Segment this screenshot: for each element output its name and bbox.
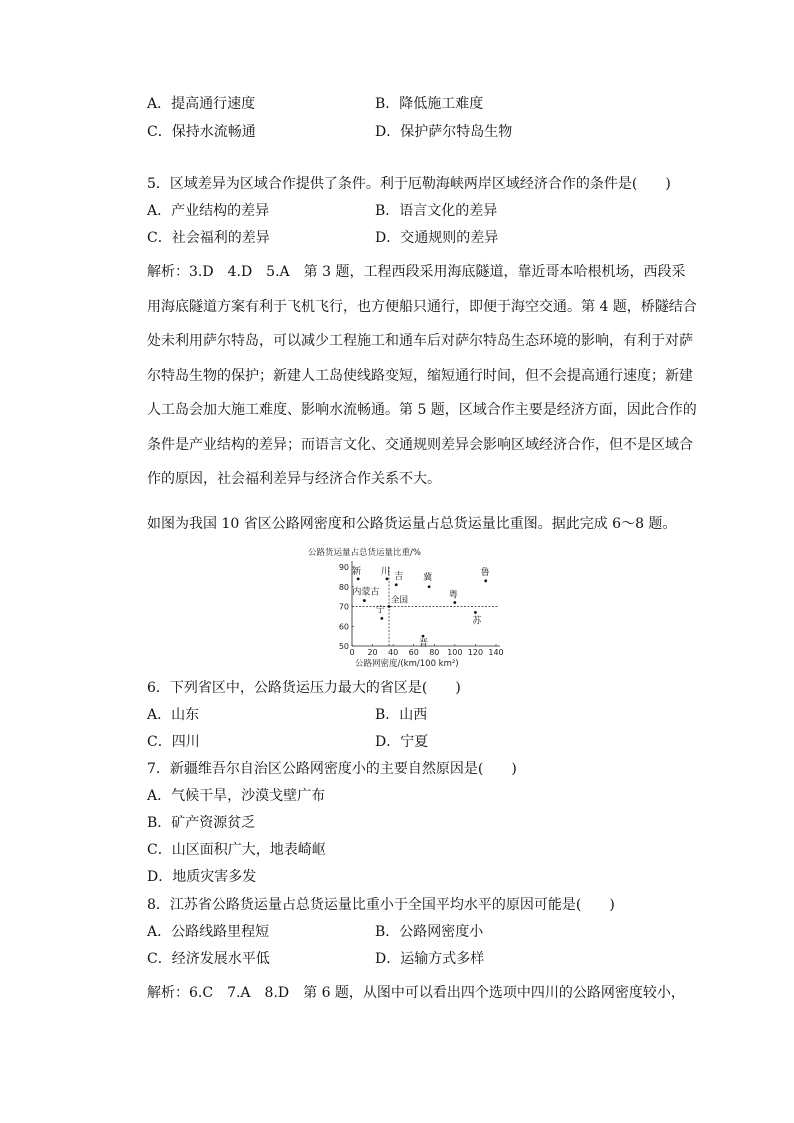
- point-label-2: 川: [380, 566, 390, 577]
- point-label-8: 晋: [418, 639, 428, 650]
- analysis-1-line: 解析：3.D 4.D 5.A 第 3 题，工程西段采用海底隧道，靠近哥本哈根机场，西段采: [147, 264, 686, 280]
- x-tick-label: 80: [429, 648, 440, 657]
- point-4: [428, 585, 431, 588]
- point-2: [386, 577, 389, 580]
- q5-stem: 5．区域差异为区域合作提供了条件。利于厄勒海峡两岸区域经济合作的条件是( ): [147, 176, 671, 192]
- q4-option-b: B．降低施工难度: [375, 96, 484, 112]
- q4-option-c: C．保持水流畅通: [147, 124, 256, 140]
- y-tick-label: 50: [338, 642, 349, 651]
- x-tick-label: 100: [447, 648, 463, 657]
- point-5: [484, 579, 487, 582]
- q6-option-b: B．山西: [375, 707, 428, 723]
- q8-option-d: D．运输方式多样: [375, 951, 485, 967]
- x-tick-label: 60: [408, 648, 419, 657]
- point-label-4: 冀: [423, 572, 433, 583]
- q8-stem: 8．江苏省公路货运量占总货运量比重小于全国平均水平的原因可能是( ): [147, 897, 615, 913]
- analysis-2-line: 解析：6.C 7.A 8.D 第 6 题，从图中可以看出四个选项中四川的公路网密度较小，: [147, 985, 685, 1001]
- point-label-6: 内蒙古: [352, 587, 380, 598]
- y-axis-label: 公路货运量占总货运量比重/%: [308, 548, 421, 558]
- y-tick-label: 70: [338, 602, 349, 612]
- x-tick-label: 40: [388, 648, 399, 657]
- point-national: [388, 605, 391, 608]
- analysis-1-line: 人工岛会加大施工难度、影响水流畅通。第 5 题，区域合作主要是经济方面，因此合作的: [147, 402, 697, 418]
- analysis-1-line: 尔特岛生物的保护；新建人工岛使线路变短，缩短通行时间，但不会提高通行速度；新建: [147, 368, 693, 384]
- q4-option-d: D．保护萨尔特岛生物: [375, 124, 513, 140]
- label-national: 全国: [391, 595, 409, 606]
- point-8: [422, 635, 425, 638]
- analysis-1-line: 用海底隧道方案有利于飞机飞行，也方便船只通行，即便于海空交通。第 4 题，桥隧结合: [147, 299, 697, 315]
- q5-option-a: A．产业结构的差异: [147, 203, 270, 219]
- analysis-1-line: 作的原因，社会福利差异与经济合作关系不大。: [147, 471, 441, 487]
- q5-option-c: C．社会福利的差异: [147, 230, 270, 246]
- scatter-chart-svg: [308, 545, 520, 670]
- q5-option-d: D．交通规则的差异: [375, 230, 499, 246]
- point-label-9: 粤: [448, 590, 458, 601]
- scatter-chart: [308, 545, 520, 670]
- q6-option-d: D．宁夏: [375, 734, 429, 750]
- y-tick-label: 60: [338, 622, 349, 632]
- q7-option-a: A．气候干旱，沙漠戈壁广布: [147, 788, 326, 804]
- point-1: [357, 577, 360, 580]
- point-9: [453, 601, 456, 604]
- analysis-1-line: 处未利用萨尔特岛，可以减少工程施工和通车后对萨尔特岛生态环境的影响，有利于对萨: [147, 333, 693, 349]
- x-tick-label: 120: [467, 648, 484, 657]
- y-tick-label: 80: [338, 582, 349, 592]
- q7-option-b: B．矿产资源贫乏: [147, 815, 256, 831]
- analysis-1-line: 条件是产业结构的差异；而语言文化、交通规则差异会影响区域经济合作，但不是区域合: [147, 437, 693, 453]
- x-tick-label: 20: [367, 648, 378, 657]
- q6-option-c: C．四川: [147, 734, 200, 750]
- q6-option-a: A．山东: [147, 707, 200, 723]
- q7-stem: 7．新疆维吾尔自治区公路网密度小的主要自然原因是( ): [147, 761, 517, 777]
- q4-option-a: A．提高通行速度: [147, 96, 256, 112]
- q7-option-c: C．山区面积广大，地表崎岖: [147, 842, 326, 858]
- point-label-7: 宁: [375, 605, 385, 616]
- q7-option-d: D．地质灾害多发: [147, 869, 257, 885]
- y-tick-label: 90: [338, 563, 349, 572]
- q8-option-a: A．公路线路里程短: [147, 924, 270, 940]
- point-10: [474, 611, 477, 614]
- x-tick-label: 140: [488, 648, 504, 657]
- point-label-3: 吉: [394, 571, 404, 582]
- x-tick-label: 0: [349, 648, 355, 657]
- point-label-5: 鲁: [480, 567, 490, 578]
- q5-option-b: B．语言文化的差异: [375, 203, 498, 219]
- q6-stem: 6．下列省区中，公路货运压力最大的省区是( ): [147, 680, 461, 696]
- q8-option-b: B．公路网密度小: [375, 924, 484, 940]
- q8-option-c: C．经济发展水平低: [147, 951, 270, 967]
- point-label-10: 苏: [472, 616, 482, 627]
- chart-intro: 如图为我国 10 省区公路网密度和公路货运量占总货运量比重图。据此完成 6～8 题。: [147, 516, 677, 532]
- point-6: [363, 599, 366, 602]
- point-label-1: 新: [352, 566, 362, 577]
- point-7: [380, 617, 383, 620]
- x-axis-label: 公路网密度/(km/100 km²): [355, 659, 459, 669]
- point-3: [395, 583, 398, 586]
